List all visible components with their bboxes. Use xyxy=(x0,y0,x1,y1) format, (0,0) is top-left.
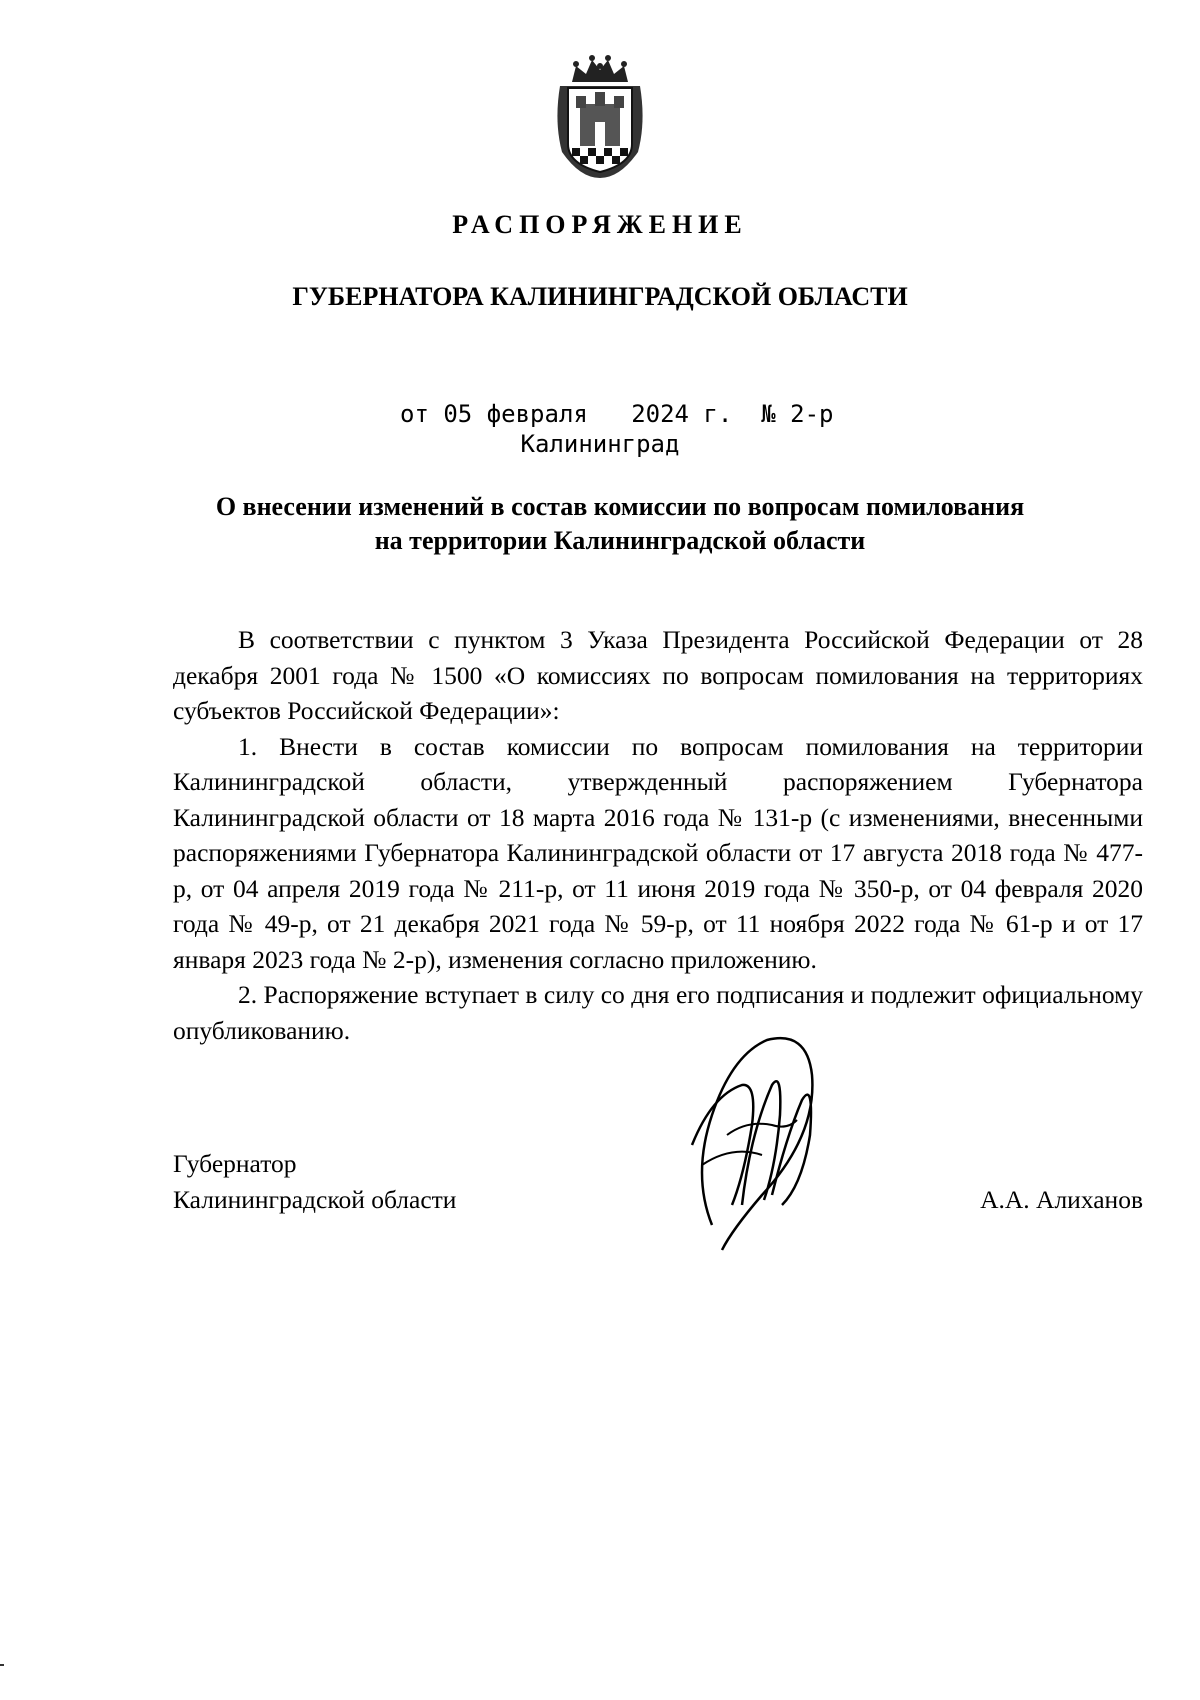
signer-title-line: Губернатор xyxy=(173,1149,297,1178)
signature-mark xyxy=(672,1025,852,1265)
coat-of-arms-icon xyxy=(550,52,650,180)
signer-name: А.А. Алиханов xyxy=(980,1185,1143,1214)
document-title: РАСПОРЯЖЕНИЕ xyxy=(452,210,748,239)
document-date-number: от 05 февраля 2024 г. № 2-р xyxy=(400,400,834,428)
document-issuer: ГУБЕРНАТОРА КАЛИНИНГРАДСКОЙ ОБЛАСТИ xyxy=(292,282,908,311)
signer-title xyxy=(173,1146,456,1218)
preamble-paragraph: В соответствии с пунктом 3 Указа Президента Российской Федерации от 28 декабря 2001 года № 1500 «О комиссиях по вопросам помилования на территориях субъектов Российской Федерации»: xyxy=(173,625,1143,725)
clause-1-paragraph: 1. Внести в состав комиссии по вопросам помилования на территории Калининградской области, утвержденный распоряжением Губернатора Калининградской области от 18 марта 2016 года № 131-р (с изменениями, внесенными распоряжениями Губернатора Калининградской области от 17 августа 2018 года № 477-р, от 04 апреля 2019 года № 211-р, от 11 июня 2019 года № 350-р, от 04 февраля 2020 года № 49-р, от 21 декабря 2021 года № 59-р, от 11 ноября 2022 года № 61-р и от 17 января 2023 года № 2-р), изменения согласно приложению. xyxy=(173,731,1143,974)
subject-line: на территории Калининградской области xyxy=(374,526,866,555)
subject-line: О внесении изменений в состав комиссии по вопросам помилования xyxy=(215,492,1025,521)
document-place: Калининград xyxy=(520,430,680,458)
document-subject xyxy=(160,490,1080,558)
signer-title-line: Калининградской области xyxy=(173,1185,457,1214)
document-body xyxy=(173,622,1143,1048)
clause-2-paragraph: 2. Распоряжение вступает в силу со дня его подписания и подлежит официальному опубликованию. xyxy=(173,980,1143,1045)
scan-mark xyxy=(0,1664,4,1666)
